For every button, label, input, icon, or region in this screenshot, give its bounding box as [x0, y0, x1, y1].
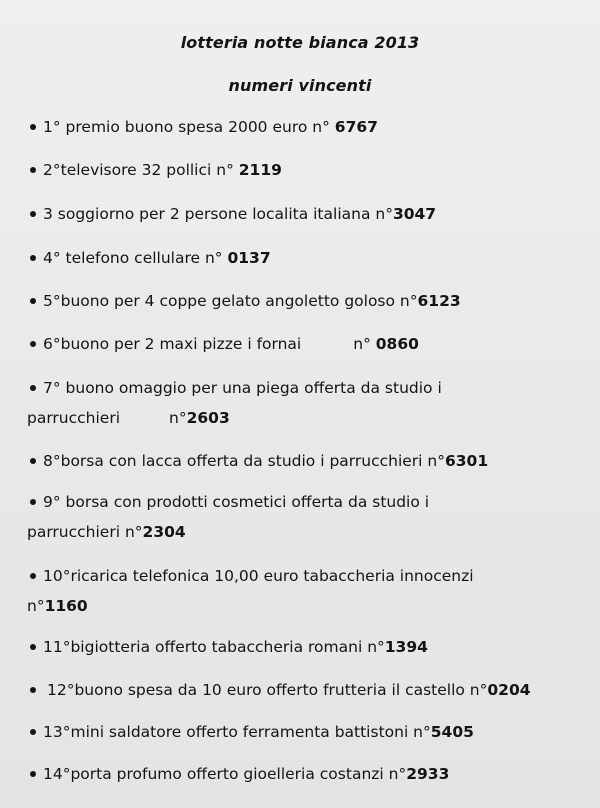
bullet-icon [30, 167, 36, 173]
bullet-icon [30, 573, 36, 579]
winning-number: 0860 [375, 335, 419, 353]
prize-text: 2°televisore 32 pollici n° [43, 161, 239, 179]
bullet-icon [30, 729, 36, 735]
prize-text: 6°buono per 2 maxi pizze i fornai [43, 335, 302, 353]
bullet-icon [30, 458, 36, 464]
prize-item-5 [30, 286, 590, 316]
prize-text: 11°bigiotteria offerto tabaccheria romani n° [43, 638, 385, 656]
bullet-icon [30, 341, 36, 347]
bullet-icon [30, 644, 36, 650]
prize-text: 7° buono omaggio per una piega offerta da studio i [43, 379, 442, 397]
page-title: lotteria notte bianca 2013 [180, 33, 420, 52]
bullet-icon [30, 687, 36, 693]
bullet-icon [30, 124, 36, 130]
prize-number-label: n° [169, 409, 187, 427]
prize-item-9 [27, 487, 590, 547]
prize-text: 5°buono per 4 coppe gelato angoletto goloso n° [43, 292, 418, 310]
winning-number: 1394 [384, 638, 428, 656]
prize-item-1 [30, 112, 590, 142]
prize-item-3 [30, 199, 590, 229]
winning-number: 6301 [444, 452, 489, 470]
prize-text: 12°buono spesa da 10 euro offerto frutteria il castello n° [47, 681, 488, 699]
prize-text: 10°ricarica telefonica 10,00 euro tabaccheria innocenzi [43, 567, 474, 585]
prize-text: 8°borsa con lacca offerta da studio i parrucchieri n° [43, 452, 445, 470]
bullet-icon [30, 211, 36, 217]
winning-number: 0204 [487, 681, 531, 699]
prize-item-2 [30, 155, 590, 185]
prize-text: 3 soggiorno per 2 persone localita italiana n° [43, 205, 393, 223]
bullet-icon [30, 385, 36, 391]
prize-item-7 [27, 373, 590, 433]
winning-number: 2603 [186, 409, 230, 427]
prize-text: 13°mini saldatore offerto ferramenta battistoni n° [43, 723, 431, 741]
prize-text: 14°porta profumo offerto gioelleria costanzi n° [43, 765, 407, 783]
prize-item-13 [30, 717, 590, 747]
prize-text: 1° premio buono spesa 2000 euro n° [43, 118, 335, 136]
prize-item-12 [30, 675, 590, 705]
prize-item-6 [30, 329, 590, 359]
winning-number: 2933 [406, 765, 450, 783]
prize-item-4 [30, 243, 590, 273]
winning-number: 2304 [142, 523, 186, 541]
winning-number: 1160 [44, 597, 88, 615]
winning-number: 6123 [417, 292, 461, 310]
bullet-icon [30, 298, 36, 304]
bullet-icon [30, 499, 36, 505]
prize-item-11 [30, 632, 590, 662]
bullet-icon [30, 771, 36, 777]
prize-item-14 [30, 759, 590, 789]
prize-number-label: n° [353, 335, 376, 353]
page-subtitle: numeri vincenti [228, 76, 372, 95]
prize-text: 4° telefono cellulare n° [43, 249, 228, 267]
winning-number: 5405 [430, 723, 474, 741]
prize-item-8 [30, 446, 590, 476]
winning-number: 3047 [392, 205, 437, 223]
prize-text-continued: parrucchieri [27, 409, 121, 427]
prize-text-continued: n° [27, 597, 45, 615]
winning-number: 2119 [238, 161, 282, 179]
winning-number: 6767 [334, 118, 378, 136]
prize-text-continued: parrucchieri n° [27, 523, 143, 541]
prize-text: 9° borsa con prodotti cosmetici offerta da studio i [43, 493, 430, 511]
bullet-icon [30, 255, 36, 261]
prize-item-10 [27, 561, 590, 621]
winning-number: 0137 [227, 249, 271, 267]
